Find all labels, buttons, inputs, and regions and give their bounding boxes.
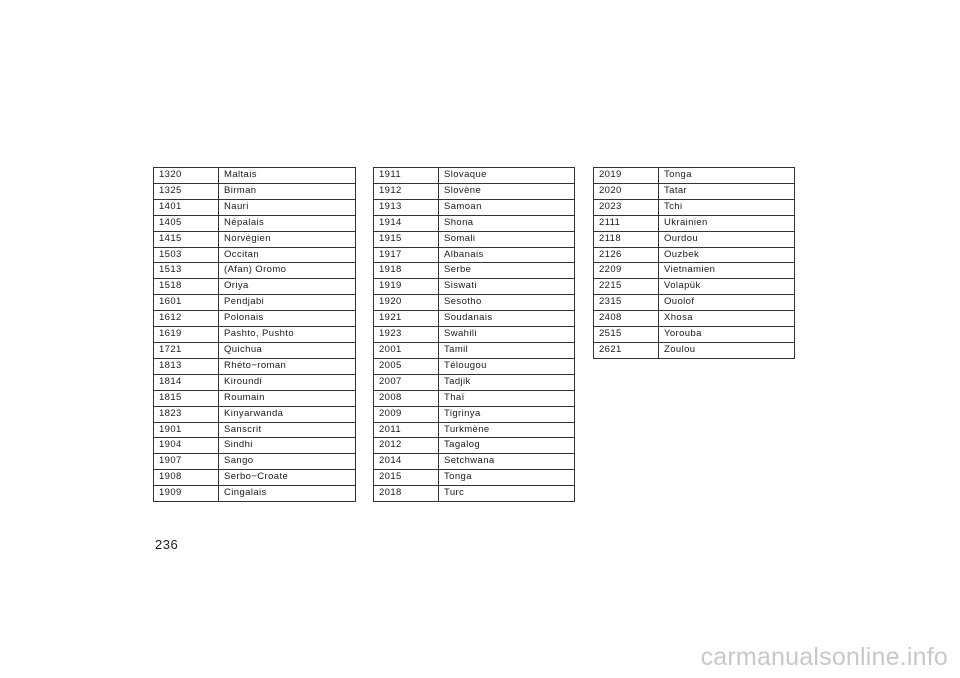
language-code-cell: 2111 — [594, 215, 659, 231]
language-code-cell: 1405 — [154, 215, 219, 231]
language-name-cell: Serbe — [439, 263, 575, 279]
table-row — [154, 168, 356, 184]
language-code-cell: 2019 — [594, 168, 659, 184]
language-code-cell: 1918 — [374, 263, 439, 279]
language-name-cell: Roumain — [219, 390, 356, 406]
language-code-cell: 2008 — [374, 390, 439, 406]
language-code-cell: 2023 — [594, 199, 659, 215]
table-row — [374, 231, 575, 247]
language-code-cell: 1601 — [154, 295, 219, 311]
language-name-cell: Maltais — [219, 168, 356, 184]
language-name-cell: Birman — [219, 183, 356, 199]
table-row — [374, 247, 575, 263]
table-row — [374, 438, 575, 454]
language-name-cell: Pendjabi — [219, 295, 356, 311]
language-code-cell: 2118 — [594, 231, 659, 247]
language-code-cell: 2005 — [374, 358, 439, 374]
language-name-cell: Zoulou — [659, 342, 795, 358]
language-name-cell: Quichua — [219, 342, 356, 358]
language-name-cell: Volapük — [659, 279, 795, 295]
language-code-cell: 2215 — [594, 279, 659, 295]
language-code-table-2 — [373, 167, 575, 502]
language-name-cell: Tonga — [439, 470, 575, 486]
language-code-cell: 1619 — [154, 327, 219, 343]
table-row — [154, 279, 356, 295]
table-row — [374, 183, 575, 199]
language-code-cell: 1915 — [374, 231, 439, 247]
language-code-cell: 2621 — [594, 342, 659, 358]
language-code-table-1 — [153, 167, 356, 502]
language-code-cell: 1901 — [154, 422, 219, 438]
language-name-cell: Serbo−Croate — [219, 470, 356, 486]
language-code-cell: 2012 — [374, 438, 439, 454]
language-code-cell: 1401 — [154, 199, 219, 215]
table-row — [374, 358, 575, 374]
language-name-cell: Cingalais — [219, 486, 356, 502]
language-code-cell: 1320 — [154, 168, 219, 184]
table-row — [374, 486, 575, 502]
table-row — [374, 295, 575, 311]
language-name-cell: Shona — [439, 215, 575, 231]
language-code-cell: 2315 — [594, 295, 659, 311]
page-number: 236 — [155, 537, 179, 552]
language-code-cell: 1920 — [374, 295, 439, 311]
language-name-cell: Occitan — [219, 247, 356, 263]
language-code-cell: 1513 — [154, 263, 219, 279]
language-code-cell: 1911 — [374, 168, 439, 184]
table-body — [154, 168, 356, 502]
language-code-cell: 1917 — [374, 247, 439, 263]
table-row — [154, 263, 356, 279]
language-code-cell: 1813 — [154, 358, 219, 374]
language-name-cell: Soudanais — [439, 311, 575, 327]
language-name-cell: Ouzbek — [659, 247, 795, 263]
language-name-cell: Thaï — [439, 390, 575, 406]
language-name-cell: Turc — [439, 486, 575, 502]
language-name-cell: Tadjik — [439, 374, 575, 390]
language-name-cell: Slovène — [439, 183, 575, 199]
table-row — [154, 295, 356, 311]
table-row — [374, 311, 575, 327]
table-row — [374, 454, 575, 470]
language-name-cell: Siswati — [439, 279, 575, 295]
language-name-cell: Yorouba — [659, 327, 795, 343]
language-code-cell: 1503 — [154, 247, 219, 263]
table-row — [154, 374, 356, 390]
language-code-cell: 2014 — [374, 454, 439, 470]
table-row — [154, 486, 356, 502]
table-row — [154, 342, 356, 358]
table-row — [374, 279, 575, 295]
table-row — [594, 295, 795, 311]
language-code-cell: 1815 — [154, 390, 219, 406]
language-name-cell: Pashto, Pushto — [219, 327, 356, 343]
table-body — [374, 168, 575, 502]
table-row — [374, 470, 575, 486]
language-code-cell: 1912 — [374, 183, 439, 199]
language-code-table-3 — [593, 167, 795, 359]
language-code-cell: 1907 — [154, 454, 219, 470]
language-code-cell: 1921 — [374, 311, 439, 327]
table-row — [594, 231, 795, 247]
language-code-cell: 2209 — [594, 263, 659, 279]
table-row — [154, 231, 356, 247]
language-code-cell: 1923 — [374, 327, 439, 343]
table-row — [374, 390, 575, 406]
language-code-cell: 2009 — [374, 406, 439, 422]
language-name-cell: Polonais — [219, 311, 356, 327]
table-row — [154, 183, 356, 199]
language-name-cell: Xhosa — [659, 311, 795, 327]
language-code-cell: 1415 — [154, 231, 219, 247]
table-row — [594, 183, 795, 199]
table-row — [594, 168, 795, 184]
language-code-cell: 2515 — [594, 327, 659, 343]
table-row — [374, 406, 575, 422]
language-name-cell: Ouolof — [659, 295, 795, 311]
language-code-cell: 1518 — [154, 279, 219, 295]
language-name-cell: Norvégien — [219, 231, 356, 247]
language-name-cell: Slovaque — [439, 168, 575, 184]
language-code-cell: 1823 — [154, 406, 219, 422]
watermark-text: carmanualsonline.info — [700, 643, 948, 671]
language-code-cell: 2408 — [594, 311, 659, 327]
language-name-cell: Setchwana — [439, 454, 575, 470]
table-row — [594, 247, 795, 263]
table-row — [594, 199, 795, 215]
language-code-cell: 1919 — [374, 279, 439, 295]
table-row — [594, 311, 795, 327]
table-row — [374, 199, 575, 215]
language-name-cell: Ourdou — [659, 231, 795, 247]
table-row — [374, 168, 575, 184]
language-name-cell: Népalais — [219, 215, 356, 231]
language-name-cell: Sango — [219, 454, 356, 470]
language-code-cell: 2018 — [374, 486, 439, 502]
table-row — [154, 215, 356, 231]
language-name-cell: Télougou — [439, 358, 575, 374]
language-name-cell: Tigrinya — [439, 406, 575, 422]
table-row — [374, 263, 575, 279]
table-row — [374, 342, 575, 358]
language-name-cell: Samoan — [439, 199, 575, 215]
language-code-cell: 1612 — [154, 311, 219, 327]
language-name-cell: Tatar — [659, 183, 795, 199]
table-row — [374, 374, 575, 390]
language-code-cell: 2126 — [594, 247, 659, 263]
table-row — [154, 327, 356, 343]
table-row — [154, 247, 356, 263]
language-name-cell: Tchi — [659, 199, 795, 215]
table-row — [594, 263, 795, 279]
table-row — [594, 342, 795, 358]
language-code-cell: 1904 — [154, 438, 219, 454]
language-code-cell: 1913 — [374, 199, 439, 215]
language-name-cell: Albanais — [439, 247, 575, 263]
table-row — [154, 406, 356, 422]
language-code-cell: 1325 — [154, 183, 219, 199]
table-row — [154, 390, 356, 406]
language-code-cell: 1814 — [154, 374, 219, 390]
language-name-cell: Sindhi — [219, 438, 356, 454]
language-name-cell: Nauri — [219, 199, 356, 215]
language-code-cell: 2015 — [374, 470, 439, 486]
language-name-cell: Sanscrit — [219, 422, 356, 438]
language-code-cell: 2020 — [594, 183, 659, 199]
table-row — [154, 454, 356, 470]
language-name-cell: Kiroundi — [219, 374, 356, 390]
table-row — [154, 199, 356, 215]
table-row — [594, 215, 795, 231]
table-row — [594, 327, 795, 343]
language-name-cell: Turkmène — [439, 422, 575, 438]
table-row — [374, 422, 575, 438]
language-code-cell: 1721 — [154, 342, 219, 358]
language-name-cell: Swahili — [439, 327, 575, 343]
language-name-cell: Tonga — [659, 168, 795, 184]
language-name-cell: Ukrainien — [659, 215, 795, 231]
table-row — [154, 358, 356, 374]
table-row — [154, 422, 356, 438]
language-code-cell: 1909 — [154, 486, 219, 502]
language-name-cell: Oriya — [219, 279, 356, 295]
language-name-cell: Rhéto−roman — [219, 358, 356, 374]
table-row — [374, 327, 575, 343]
language-code-cell: 2001 — [374, 342, 439, 358]
language-code-cell: 2011 — [374, 422, 439, 438]
language-name-cell: Sesotho — [439, 295, 575, 311]
language-code-cell: 2007 — [374, 374, 439, 390]
table-body — [594, 168, 795, 359]
table-row — [154, 311, 356, 327]
table-row — [154, 438, 356, 454]
language-code-cell: 1914 — [374, 215, 439, 231]
language-name-cell: Somali — [439, 231, 575, 247]
language-name-cell: Kinyarwanda — [219, 406, 356, 422]
language-name-cell: (Afan) Oromo — [219, 263, 356, 279]
table-row — [374, 215, 575, 231]
language-name-cell: Vietnamien — [659, 263, 795, 279]
language-code-cell: 1908 — [154, 470, 219, 486]
table-row — [154, 470, 356, 486]
table-row — [594, 279, 795, 295]
language-name-cell: Tamil — [439, 342, 575, 358]
language-name-cell: Tagalog — [439, 438, 575, 454]
